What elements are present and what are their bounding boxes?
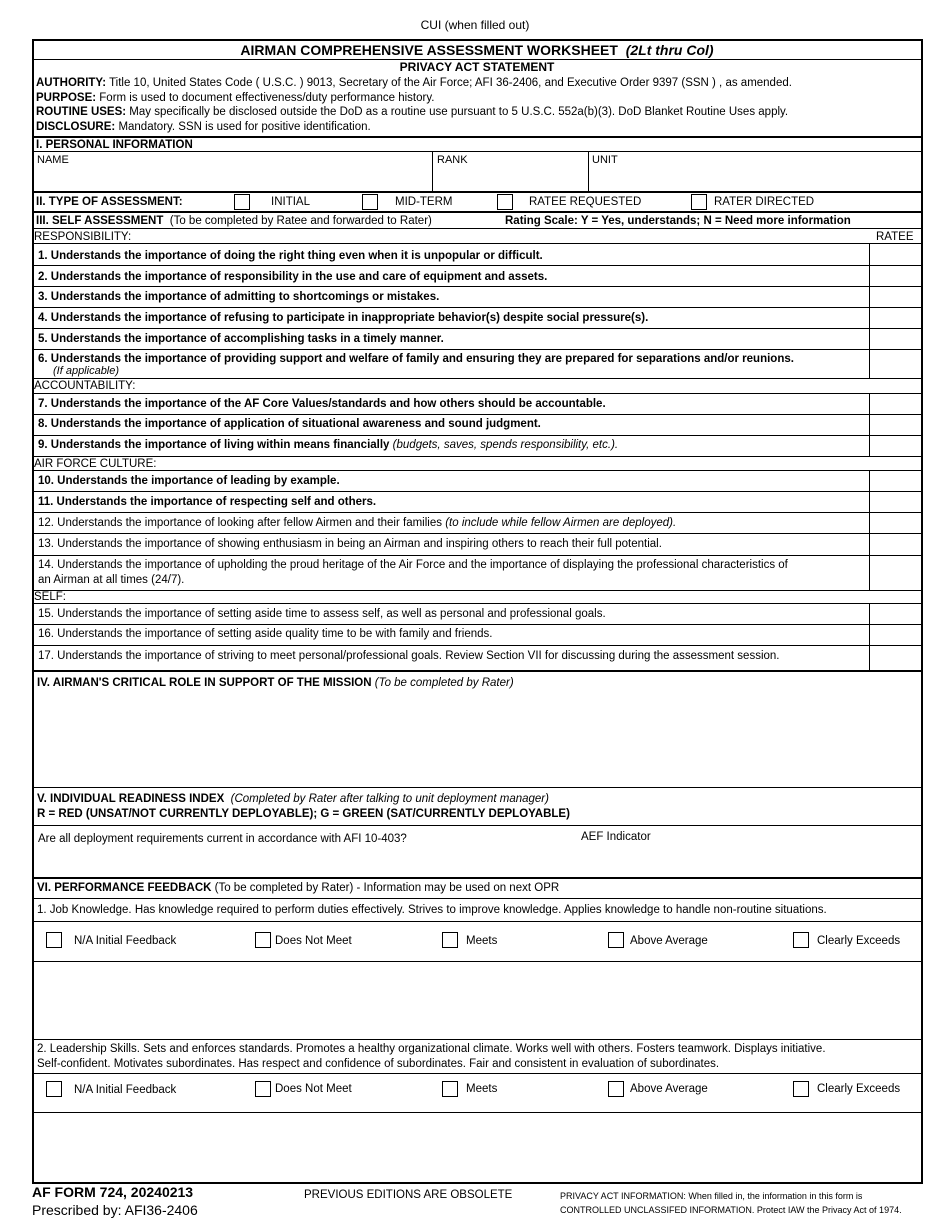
divider xyxy=(33,435,921,436)
divider xyxy=(33,243,921,244)
mid-term-label: MID-TERM xyxy=(395,196,453,208)
item-9: 9. Understands the importance of living within means financially xyxy=(38,439,390,451)
deployment-answer-field[interactable] xyxy=(450,828,570,868)
leadership-comments-field[interactable] xyxy=(38,1115,916,1177)
ratee-requested-checkbox[interactable] xyxy=(497,194,513,210)
q1-na-initial-label: N/A Initial Feedback xyxy=(74,935,177,947)
q2-na-initial-label: N/A Initial Feedback xyxy=(74,1084,177,1096)
divider xyxy=(33,1073,921,1074)
divider xyxy=(432,151,433,191)
item-17: 17. Understands the importance of striving to meet personal/professional goals. Review Section VII for discussing during the assessment session. xyxy=(38,650,780,662)
divider xyxy=(33,555,921,556)
section-accountability: ACCOUNTABILITY: xyxy=(34,380,136,392)
aef-indicator-field[interactable] xyxy=(581,846,911,872)
privacy-heading: PRIVACY ACT STATEMENT xyxy=(399,60,555,74)
divider xyxy=(33,1112,921,1113)
item-6-note: (If applicable) xyxy=(53,365,120,377)
ratee-cell-14[interactable] xyxy=(869,555,922,590)
q2-above-average-label: Above Average xyxy=(630,1083,708,1095)
ratee-cell-7[interactable] xyxy=(869,393,922,414)
item-7: 7. Understands the importance of the AF Core Values/standards and how others should be accountable. xyxy=(38,398,606,410)
authority-text: Title 10, United States Code ( U.S.C. ) 9013, Secretary of the Air Force; AFI 36-2406, and Executive Order 9397 (SSN ) , as amended. xyxy=(109,77,792,89)
critical-role-field[interactable] xyxy=(38,692,916,784)
feedback-instruction: (To be completed by Rater) - Information may be used on next OPR xyxy=(214,882,560,894)
ratee-cell-13[interactable] xyxy=(869,533,922,555)
divider xyxy=(33,211,921,213)
leadership-text-line1: 2. Leadership Skills. Sets and enforces standards. Promotes a healthy organizational climate. Works well with others. Fosters teamwork. Displays initiative. xyxy=(37,1043,826,1055)
ratee-cell-15[interactable] xyxy=(869,603,922,624)
ratee-cell-10[interactable] xyxy=(869,470,922,491)
divider xyxy=(33,456,921,457)
ratee-requested-label: RATEE REQUESTED xyxy=(529,196,642,208)
readiness-header xyxy=(37,792,549,806)
previous-editions-notice: PREVIOUS EDITIONS ARE OBSOLETE xyxy=(304,1189,513,1201)
q1-clearly-exceeds-label: Clearly Exceeds xyxy=(817,935,901,947)
q2-does-not-meet-label: Does Not Meet xyxy=(275,1083,352,1095)
q1-does-not-meet-label: Does Not Meet xyxy=(275,935,352,947)
divider xyxy=(33,624,921,625)
personal-heading: I. PERSONAL INFORMATION xyxy=(36,139,193,151)
rank-label: RANK xyxy=(437,154,468,166)
ratee-cell-2[interactable] xyxy=(869,265,922,286)
form-title-text: AIRMAN COMPREHENSIVE ASSESSMENT WORKSHEET xyxy=(240,42,618,58)
item-12: 12. Understands the importance of looking after fellow Airmen and their families xyxy=(38,517,442,529)
privacy-notice-line2: CONTROLLED UNCLASSIFED INFORMATION. Protect IAW the Privacy Act of 1974. xyxy=(560,1205,902,1215)
ratee-cell-4[interactable] xyxy=(869,307,922,328)
divider xyxy=(33,590,921,591)
divider xyxy=(33,265,921,266)
job-knowledge-comments-field[interactable] xyxy=(38,964,916,1036)
purpose-line xyxy=(36,91,434,105)
item-15: 15. Understands the importance of setting aside time to assess self, as well as personal and professional goals. xyxy=(38,608,606,620)
q1-na-initial-checkbox[interactable] xyxy=(46,932,62,948)
cui-marking: CUI (when filled out) xyxy=(420,18,530,32)
divider xyxy=(33,191,921,193)
ratee-cell-5[interactable] xyxy=(869,328,922,349)
item-5: 5. Understands the importance of accomplishing tasks in a timely manner. xyxy=(38,333,444,345)
divider xyxy=(33,307,921,308)
q2-clearly-exceeds-checkbox[interactable] xyxy=(793,1081,809,1097)
ratee-cell-6[interactable] xyxy=(869,349,922,378)
rank-field[interactable] xyxy=(436,167,584,189)
mid-term-checkbox[interactable] xyxy=(362,194,378,210)
q1-clearly-exceeds-checkbox[interactable] xyxy=(793,932,809,948)
authority-label: AUTHORITY: xyxy=(36,77,107,89)
job-knowledge-text: 1. Job Knowledge. Has knowledge required to perform duties effectively. Strives to improve knowledge. Applies knowledge to handle non-routine situations. xyxy=(37,904,827,916)
feedback-header xyxy=(37,881,559,895)
critical-role-heading: IV. AIRMAN'S CRITICAL ROLE IN SUPPORT OF THE MISSION xyxy=(37,677,372,689)
divider xyxy=(33,670,921,672)
initial-checkbox[interactable] xyxy=(234,194,250,210)
item-11: 11. Understands the importance of respecting self and others. xyxy=(38,496,377,508)
ratee-cell-8[interactable] xyxy=(869,414,922,435)
leadership-text-line2: Self-confident. Motivates subordinates. Has respect and confidence of subordinates. Fair and consistent in evaluation of subordinates. xyxy=(37,1058,720,1070)
divider xyxy=(33,787,921,788)
ratee-cell-1[interactable] xyxy=(869,243,922,265)
routine-label: ROUTINE USES: xyxy=(36,106,127,118)
feedback-heading: VI. PERFORMANCE FEEDBACK xyxy=(37,882,212,894)
initial-label: INITIAL xyxy=(271,196,310,208)
ratee-cell-17[interactable] xyxy=(869,645,922,670)
item-1: 1. Understands the importance of doing the right thing even when it is unpopular or difficult. xyxy=(38,250,543,262)
critical-role-header xyxy=(37,676,514,690)
divider xyxy=(33,533,921,534)
deployment-question: Are all deployment requirements current in accordance with AFI 10-403? xyxy=(38,833,407,845)
divider xyxy=(33,328,921,329)
item-14-line2: an Airman at all times (24/7). xyxy=(38,574,185,586)
divider xyxy=(33,877,921,879)
q1-above-average-label: Above Average xyxy=(630,935,708,947)
readiness-instruction: (Completed by Rater after talking to unit deployment manager) xyxy=(230,793,549,805)
section-responsibility: RESPONSIBILITY: xyxy=(34,231,132,243)
form-id: AF FORM 724, 20240213 xyxy=(32,1184,194,1200)
self-assessment-instruction: (To be completed by Ratee and forwarded to Rater) xyxy=(169,215,432,227)
item-16: 16. Understands the importance of setting aside quality time to be with family and friends. xyxy=(38,628,493,640)
q1-meets-label: Meets xyxy=(466,935,498,947)
item-8: 8. Understands the importance of application of situational awareness and sound judgment. xyxy=(38,418,541,430)
readiness-heading: V. INDIVIDUAL READINESS INDEX xyxy=(37,793,225,805)
q1-above-average-checkbox[interactable] xyxy=(608,932,624,948)
critical-role-instruction: (To be completed by Rater) xyxy=(374,677,514,689)
assessment-type-heading: II. TYPE OF ASSESSMENT: xyxy=(36,196,183,208)
ratee-column-header: RATEE xyxy=(876,231,914,243)
item-2: 2. Understands the importance of responsibility in the use and care of equipment and assets. xyxy=(38,271,548,283)
divider xyxy=(33,512,921,513)
privacy-notice-line1: PRIVACY ACT INFORMATION: When filled in, the information in this form is xyxy=(560,1191,863,1201)
item-6: 6. Understands the importance of providing support and welfare of family and ensuring they are prepared for separations and/or reunions. xyxy=(38,353,794,365)
divider xyxy=(33,645,921,646)
section-self: SELF: xyxy=(34,591,66,603)
q1-does-not-meet-checkbox[interactable] xyxy=(255,932,271,948)
q1-meets-checkbox[interactable] xyxy=(442,932,458,948)
item-12-line xyxy=(38,516,676,530)
prescribed-by: Prescribed by: AFI36-2406 xyxy=(32,1202,198,1218)
ratee-cell-9[interactable] xyxy=(869,435,922,456)
ratee-cell-16[interactable] xyxy=(869,624,922,645)
form-title xyxy=(33,42,921,58)
divider xyxy=(588,151,589,191)
q2-na-initial-checkbox[interactable] xyxy=(46,1081,62,1097)
item-14: 14. Understands the importance of upholding the proud heritage of the Air Force and the importance of displaying the professional characteristics of xyxy=(38,559,788,571)
name-field[interactable] xyxy=(38,167,428,189)
q2-meets-checkbox[interactable] xyxy=(442,1081,458,1097)
self-assessment-header xyxy=(36,214,432,228)
item-9-note: (budgets, saves, spends responsibility, etc.). xyxy=(392,439,619,451)
divider xyxy=(33,151,921,152)
name-label: NAME xyxy=(37,154,69,166)
rating-scale: Rating Scale: Y = Yes, understands; N = Need more information xyxy=(505,215,851,227)
aef-indicator-label: AEF Indicator xyxy=(581,831,651,843)
divider xyxy=(33,898,921,899)
item-10: 10. Understands the importance of leading by example. xyxy=(38,475,340,487)
unit-field[interactable] xyxy=(592,167,916,189)
item-12-note: (to include while fellow Airmen are deployed). xyxy=(445,517,677,529)
divider xyxy=(33,470,921,471)
unit-label: UNIT xyxy=(592,154,618,166)
divider xyxy=(33,961,921,962)
readiness-legend: R = RED (UNSAT/NOT CURRENTLY DEPLOYABLE); G = GREEN (SAT/CURRENTLY DEPLOYABLE) xyxy=(37,808,570,820)
divider xyxy=(33,393,921,394)
divider xyxy=(33,825,921,826)
section-air-force-culture: AIR FORCE CULTURE: xyxy=(34,458,157,470)
divider xyxy=(33,378,921,379)
ratee-cell-3[interactable] xyxy=(869,286,922,307)
divider xyxy=(33,603,921,604)
disclosure-label: DISCLOSURE: xyxy=(36,121,116,133)
self-assessment-heading: III. SELF ASSESSMENT xyxy=(36,215,164,227)
ratee-cell-12[interactable] xyxy=(869,512,922,533)
q2-clearly-exceeds-label: Clearly Exceeds xyxy=(817,1083,901,1095)
ratee-cell-11[interactable] xyxy=(869,491,922,512)
purpose-text: Form is used to document effectiveness/duty performance history. xyxy=(99,92,435,104)
divider xyxy=(33,414,921,415)
q2-does-not-meet-checkbox[interactable] xyxy=(255,1081,271,1097)
disclosure-text: Mandatory. SSN is used for positive identification. xyxy=(118,121,371,133)
divider xyxy=(33,286,921,287)
q2-meets-label: Meets xyxy=(466,1083,498,1095)
divider xyxy=(33,228,921,229)
item-4: 4. Understands the importance of refusing to participate in inappropriate behavior(s) despite social pressure(s). xyxy=(38,312,649,324)
rater-directed-checkbox[interactable] xyxy=(691,194,707,210)
item-3: 3. Understands the importance of admitting to shortcomings or mistakes. xyxy=(38,291,440,303)
rater-directed-label: RATER DIRECTED xyxy=(714,196,815,208)
form-title-grade: (2Lt thru Col) xyxy=(625,42,714,58)
routine-line xyxy=(36,105,788,119)
divider xyxy=(33,349,921,350)
authority-line xyxy=(36,76,792,90)
disclosure-line xyxy=(36,120,371,134)
divider xyxy=(33,1039,921,1040)
item-9-line xyxy=(38,438,618,452)
routine-text: May specifically be disclosed outside the DoD as a routine use pursuant to 5 U.S.C. 552a(b)(3). DoD Blanket Routine Uses apply. xyxy=(129,106,789,118)
divider xyxy=(33,921,921,922)
divider xyxy=(33,491,921,492)
q2-above-average-checkbox[interactable] xyxy=(608,1081,624,1097)
purpose-label: PURPOSE: xyxy=(36,92,97,104)
item-13: 13. Understands the importance of showing enthusiasm in being an Airman and inspiring others to reach their full potential. xyxy=(38,538,662,550)
